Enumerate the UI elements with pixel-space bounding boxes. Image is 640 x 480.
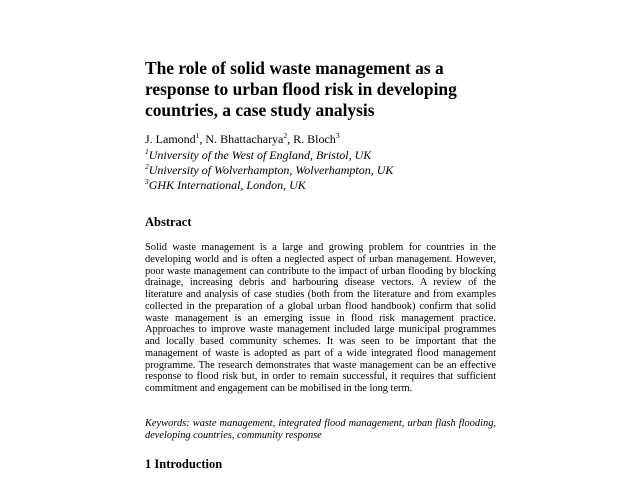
author-name: R. Bloch <box>293 132 336 146</box>
author-separator: , <box>287 132 294 146</box>
affiliation <box>145 148 496 163</box>
affiliation-text: University of Wolverhampton, Wolverhampton, UK <box>148 163 394 177</box>
author-separator: , <box>199 132 206 146</box>
affiliation-mark: 3 <box>145 177 149 186</box>
abstract-text: Solid waste management is a large and growing problem for countries in the developing world and is often a neglected aspect of urban management. However, poor waste management can contribute to the impact of urban flooding by blocking drainage, increasing debris and harbouring disease vectors. A review of the literature and analysis of case studies (both from the literature and from examples collected in the preparation of a global urban flood handbook) confirm that solid waste management is an emerging issue in flood risk management practice. Approaches to improve waste management included large municipal programmes and locally based community schemes. It was seen to be important that the management of waste is adopted as part of a wide integrated flood management programme. The research demonstrates that waste management can be an effective response to flood risk but, in order to remain successful, it requires that sufficient commitment and engagement can be mobilised in the long term. <box>145 242 496 394</box>
author-name: N. Bhattacharya <box>205 132 284 146</box>
affiliation-list <box>145 148 496 193</box>
affiliation-mark: 2 <box>283 131 288 140</box>
affiliation-mark: 2 <box>145 162 149 171</box>
affiliation-mark: 1 <box>195 131 200 140</box>
affiliation-text: GHK International, London, UK <box>148 178 306 192</box>
affiliation <box>145 178 496 193</box>
affiliation-mark: 1 <box>145 147 149 156</box>
section-heading-introduction: 1 Introduction <box>145 457 223 471</box>
paper-title: The role of solid waste management as a response to urban flood risk in developing countries, a case study analysis <box>145 58 457 120</box>
author-name: J. Lamond <box>145 132 196 146</box>
affiliation-mark: 3 <box>335 131 340 140</box>
keywords: Keywords: waste management, integrated flood management, urban flash flooding, developing countries, community response <box>145 418 496 441</box>
author-list <box>145 132 496 147</box>
affiliation <box>145 163 496 178</box>
affiliation-text: University of the West of England, Bristol, UK <box>148 148 372 162</box>
abstract-heading: Abstract <box>145 215 192 229</box>
